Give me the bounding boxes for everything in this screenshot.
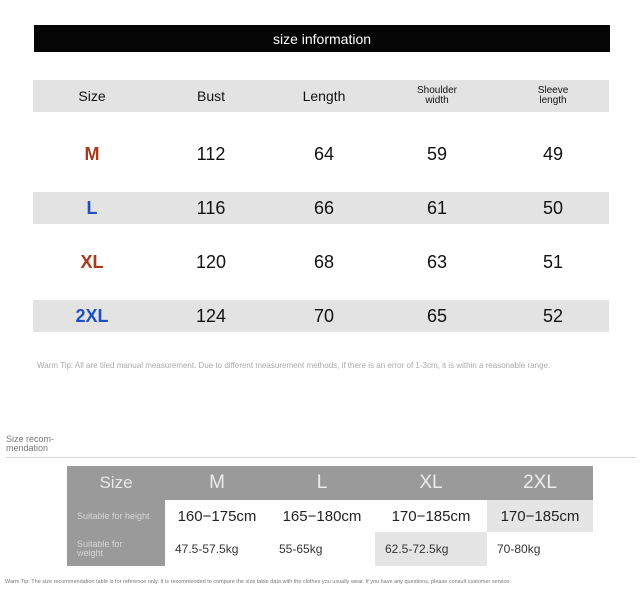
height-label: Suitable for height bbox=[67, 500, 165, 532]
size-label-xl: XL bbox=[80, 251, 104, 272]
shoulder-value: 63 bbox=[426, 251, 448, 272]
shoulder-value: 65 bbox=[426, 305, 448, 326]
size-recommendation-table bbox=[67, 466, 593, 566]
recommendation-height-row bbox=[67, 500, 593, 532]
height-value: 160−175cm bbox=[165, 500, 269, 532]
weight-label bbox=[67, 532, 165, 566]
header-sleeve-length bbox=[497, 80, 609, 112]
length-value: 70 bbox=[313, 305, 335, 326]
header-bust: Bust bbox=[196, 88, 225, 104]
sleeve-value: 52 bbox=[542, 305, 564, 326]
table-header-row bbox=[33, 80, 609, 112]
recommendation-weight-row bbox=[67, 532, 593, 566]
recommendation-bottom-tip: Warm Tip: The size recommendation table is for reference only. It is recommended to compare the size table data with the clothes you usually wear. If you have any questions, please consult customer service. bbox=[5, 579, 511, 585]
length-value: 66 bbox=[313, 197, 335, 218]
size-label-2xl: 2XL bbox=[75, 305, 109, 326]
recommendation-size-m: M bbox=[165, 466, 269, 500]
recommendation-size-xl: XL bbox=[375, 466, 487, 500]
recommendation-title bbox=[6, 435, 54, 453]
height-value: 170−185cm bbox=[375, 500, 487, 532]
warm-tip: Warm Tip: All are tiled manual measurement. Due to different measurement methods, if there is an error of 1-3cm, it is within a reasonable range. bbox=[37, 361, 551, 370]
size-label-m: M bbox=[84, 143, 100, 164]
length-value: 64 bbox=[313, 143, 335, 164]
banner-title: size information bbox=[272, 30, 372, 47]
shoulder-value: 59 bbox=[426, 143, 448, 164]
sleeve-value: 49 bbox=[542, 143, 564, 164]
bust-value: 124 bbox=[195, 305, 227, 326]
header-sleeve-line1: Sleeve bbox=[537, 85, 569, 96]
weight-label-line2: weight bbox=[77, 548, 104, 558]
size-label-l: L bbox=[86, 197, 98, 218]
sleeve-value: 51 bbox=[542, 251, 564, 272]
weight-value: 70-80kg bbox=[487, 532, 593, 566]
recommendation-title-line2: mendation bbox=[6, 443, 49, 453]
length-value: 68 bbox=[313, 251, 335, 272]
header-shoulder-line2: width bbox=[425, 95, 449, 106]
header-size: Size bbox=[78, 88, 106, 104]
size-information-banner bbox=[34, 25, 610, 52]
weight-value: 47.5-57.5kg bbox=[165, 532, 269, 566]
bust-value: 116 bbox=[196, 197, 226, 218]
weight-value: 62.5-72.5kg bbox=[375, 532, 487, 566]
header-shoulder-width bbox=[377, 80, 497, 112]
table-row bbox=[33, 192, 609, 224]
recommendation-header-row bbox=[67, 466, 593, 500]
table-row bbox=[33, 246, 609, 278]
bust-value: 120 bbox=[195, 251, 227, 272]
height-value: 170−185cm bbox=[487, 500, 593, 532]
table-row bbox=[33, 300, 609, 332]
section-divider bbox=[6, 457, 636, 458]
weight-value: 55-65kg bbox=[269, 532, 375, 566]
recommendation-size-2xl: 2XL bbox=[487, 466, 593, 500]
shoulder-value: 61 bbox=[426, 197, 448, 218]
sleeve-value: 50 bbox=[542, 197, 564, 218]
bust-value: 112 bbox=[196, 143, 226, 164]
recommendation-size-header: Size bbox=[67, 466, 165, 500]
header-length: Length bbox=[302, 88, 346, 104]
table-row bbox=[33, 138, 609, 170]
recommendation-size-l: L bbox=[269, 466, 375, 500]
recommendation-title-line1: Size recom- bbox=[6, 434, 55, 444]
header-sleeve-line2: length bbox=[539, 95, 567, 106]
header-shoulder-line1: Shoulder bbox=[416, 85, 458, 96]
height-value: 165−180cm bbox=[269, 500, 375, 532]
weight-label-line1: Suitable for bbox=[77, 539, 123, 549]
